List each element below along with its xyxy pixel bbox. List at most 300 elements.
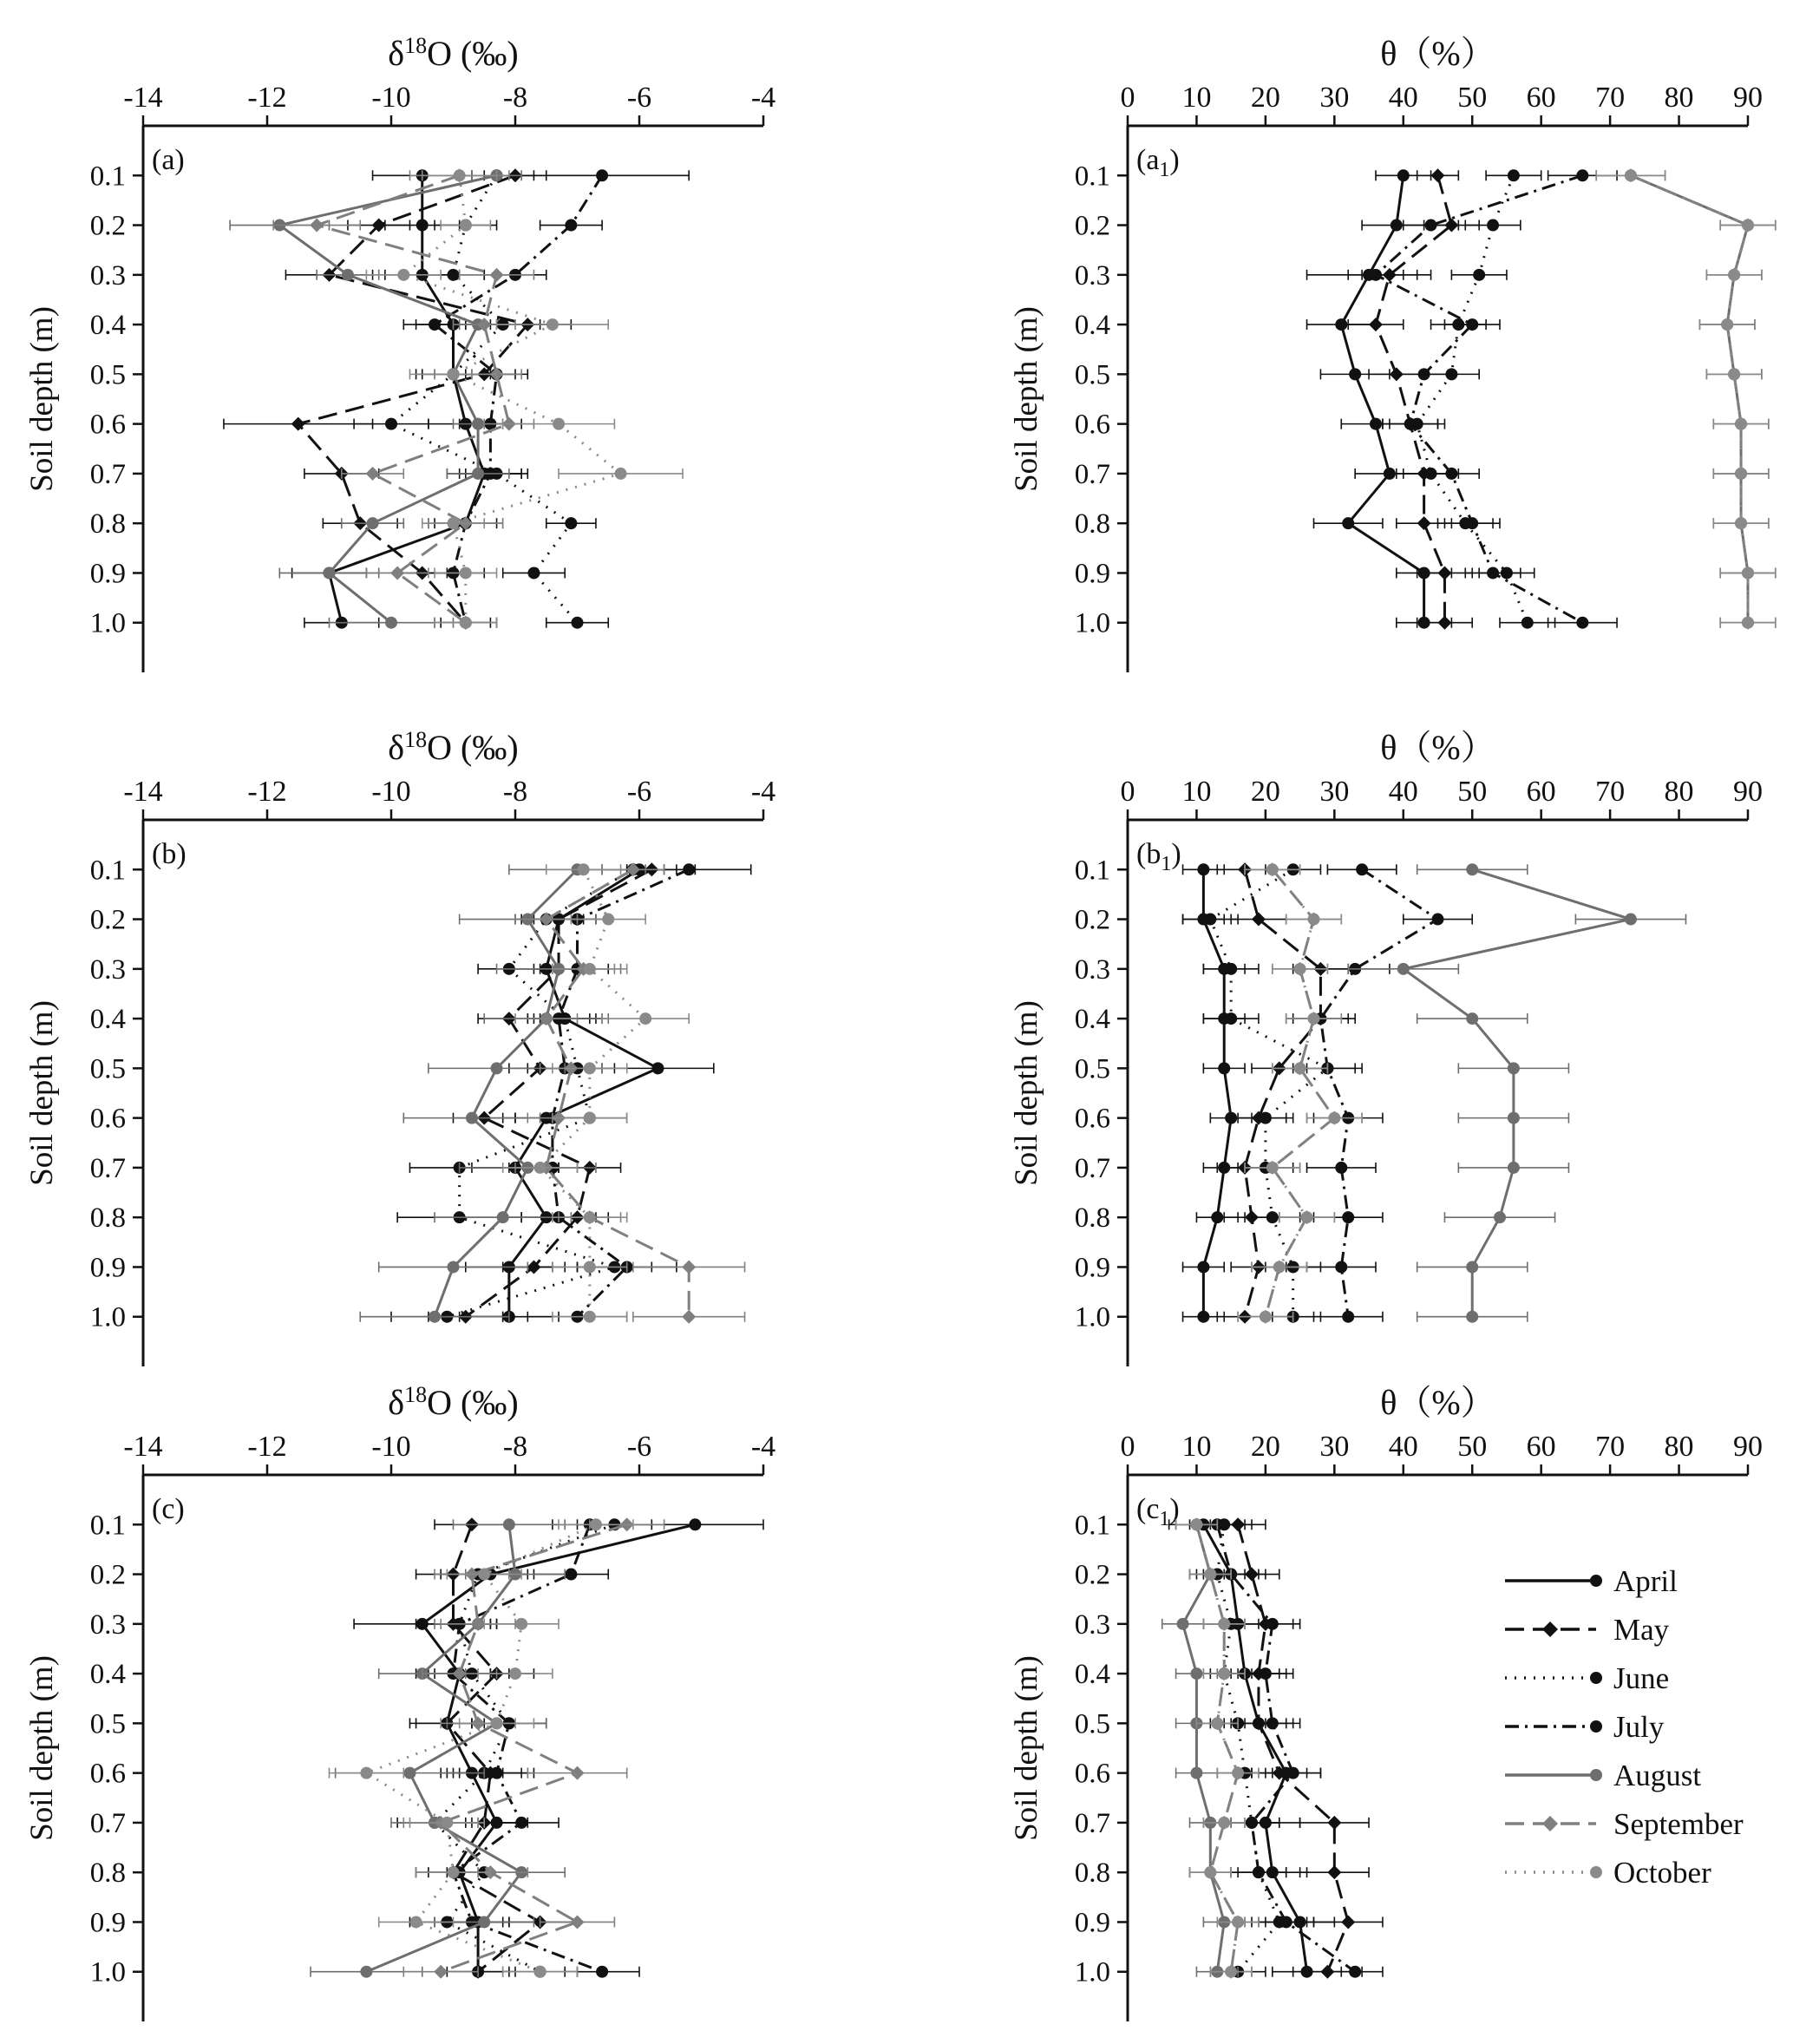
x-tick-label: -14 (123, 82, 163, 114)
data-point (403, 1767, 416, 1779)
data-point (1342, 1311, 1354, 1323)
series-line (366, 1524, 596, 1971)
series-july (1286, 863, 1473, 1322)
legend-label: May (1613, 1613, 1670, 1647)
y-tick-label: 0.3 (1074, 259, 1110, 292)
data-point (1742, 617, 1754, 629)
y-tick-label: 0.2 (1074, 904, 1110, 936)
y-tick-label: 0.3 (1074, 953, 1110, 986)
series-april (1183, 863, 1252, 1322)
y-tick-label: 0.8 (89, 508, 126, 540)
x-tick-label: 40 (1388, 82, 1418, 114)
data-point (448, 1866, 460, 1878)
legend-swatch-marker (1590, 1720, 1602, 1733)
data-point (1349, 368, 1361, 380)
data-point (1204, 1569, 1216, 1581)
data-point (454, 169, 466, 181)
x-tick-label: -12 (247, 776, 287, 808)
y-axis-title: Soil depth (m) (1009, 1000, 1044, 1186)
data-point (1384, 468, 1396, 480)
panel-label: (b) (152, 838, 186, 870)
data-point (1370, 418, 1382, 430)
series-may (1217, 862, 1348, 1323)
x-tick-label: 0 (1120, 1431, 1135, 1463)
data-point (565, 517, 577, 529)
data-point (1349, 1966, 1361, 1978)
data-point (478, 1569, 490, 1581)
x-tick-label: 50 (1457, 82, 1488, 114)
data-point (1218, 1062, 1230, 1074)
series-may (224, 168, 571, 629)
y-tick-label: 0.1 (1074, 855, 1110, 887)
data-point (1266, 1717, 1279, 1729)
x-tick-label: -8 (502, 82, 528, 114)
data-point (441, 1817, 453, 1829)
series-may (1210, 1517, 1383, 1978)
panel-b (24, 727, 775, 1366)
panel-label: $(c_1)$ (1136, 1493, 1180, 1530)
x-tick-label: 10 (1181, 1431, 1212, 1463)
data-point (385, 418, 397, 430)
data-point (1225, 1012, 1237, 1025)
x-tick-label: 70 (1595, 1431, 1626, 1463)
data-point (682, 1260, 696, 1274)
series-line (1217, 1524, 1355, 1971)
y-tick-label: 0.2 (1074, 1559, 1110, 1591)
data-point (448, 517, 460, 529)
data-point (1308, 914, 1320, 926)
data-point (497, 1211, 509, 1223)
panel-b1 (1009, 728, 1763, 1366)
data-point (360, 1966, 372, 1978)
data-point (1327, 1865, 1341, 1879)
data-point (1232, 1767, 1244, 1779)
x-tick-label: -12 (247, 82, 287, 114)
data-point (1225, 963, 1237, 975)
data-point (1341, 1915, 1355, 1929)
data-point (1335, 1261, 1347, 1273)
series-august (1348, 863, 1685, 1322)
data-point (1508, 169, 1520, 181)
data-point (448, 368, 460, 380)
y-tick-label: 0.5 (1074, 1708, 1110, 1740)
series-september (1596, 168, 1776, 629)
legend-item-august (1505, 1759, 1701, 1792)
data-point (689, 1518, 701, 1530)
data-point (1211, 1717, 1223, 1729)
legend-item-april (1505, 1564, 1678, 1598)
x-tick-label: 40 (1388, 1431, 1418, 1463)
x-tick-label: -12 (247, 1431, 287, 1463)
x-tick-label: 30 (1319, 776, 1350, 808)
data-point (584, 1311, 596, 1323)
y-tick-label: 0.6 (89, 409, 126, 441)
y-tick-label: 1.0 (1074, 1956, 1110, 1988)
series-july (1190, 1518, 1383, 1977)
y-tick-label: 0.9 (89, 1252, 126, 1284)
data-point (1721, 318, 1733, 331)
data-point (509, 1667, 521, 1680)
data-point (1728, 368, 1740, 380)
x-tick-label: 30 (1319, 1431, 1350, 1463)
series-april (460, 863, 714, 1322)
data-point (291, 417, 305, 431)
y-axis-title: Soil depth (m) (24, 306, 60, 492)
legend-swatch-marker (1542, 1816, 1558, 1831)
series-september (273, 168, 533, 629)
y-tick-label: 0.6 (1074, 1758, 1110, 1790)
legend-item-july (1505, 1710, 1665, 1744)
data-point (460, 567, 472, 579)
legend-item-june (1505, 1661, 1669, 1695)
y-tick-label: 0.8 (1074, 1857, 1110, 1890)
data-point (1742, 219, 1754, 232)
data-point (1328, 1112, 1340, 1124)
series-august (230, 169, 521, 628)
data-point (491, 1717, 503, 1729)
series-line (422, 1524, 696, 1971)
data-point (584, 963, 596, 975)
data-point (360, 1767, 372, 1779)
series-line (1266, 869, 1334, 1316)
x-tick-label: -8 (502, 1431, 528, 1463)
x-axis-title: $\delta^{18}O$ (‰) (388, 1382, 519, 1422)
series-october (1176, 1518, 1259, 1977)
data-point (1335, 1162, 1347, 1174)
y-tick-label: 1.0 (1074, 1301, 1110, 1333)
data-point (1487, 567, 1499, 579)
data-point (1466, 318, 1478, 331)
y-tick-label: 0.3 (1074, 1608, 1110, 1641)
data-point (515, 1618, 527, 1630)
series-line (540, 869, 646, 1316)
data-point (448, 269, 460, 281)
data-point (572, 617, 584, 629)
y-tick-label: 0.1 (1074, 161, 1110, 193)
x-tick-label: 20 (1250, 1431, 1280, 1463)
data-point (397, 269, 409, 281)
x-tick-label: -4 (750, 1431, 776, 1463)
data-point (1437, 616, 1451, 630)
data-point (429, 318, 441, 331)
data-point (1466, 517, 1478, 529)
series-june (391, 863, 664, 1322)
data-point (1204, 914, 1216, 926)
series-line (1631, 175, 1748, 622)
data-point (584, 1112, 596, 1124)
series-line (1631, 175, 1748, 622)
data-point (1356, 863, 1368, 875)
data-point (1391, 219, 1403, 232)
data-point (1266, 1618, 1279, 1630)
data-point (1466, 1012, 1478, 1025)
data-point (1294, 1062, 1306, 1074)
data-point (1260, 1112, 1272, 1124)
series-may (1348, 168, 1479, 629)
data-point (410, 1916, 422, 1928)
x-axis-title: θ（%） (1380, 1383, 1495, 1422)
data-point (1397, 963, 1410, 975)
y-tick-label: 0.9 (1074, 1252, 1110, 1284)
x-tick-label: -10 (371, 1431, 411, 1463)
series-june (1390, 169, 1555, 628)
data-point (683, 863, 695, 875)
series-line (435, 869, 577, 1316)
x-tick-label: 80 (1664, 82, 1694, 114)
data-point (1273, 1261, 1286, 1273)
y-tick-label: 0.8 (89, 1202, 126, 1235)
y-tick-label: 0.6 (89, 1103, 126, 1135)
series-september (403, 1517, 664, 1978)
series-line (1238, 1524, 1348, 1971)
x-tick-label: 80 (1664, 776, 1694, 808)
x-tick-label: 50 (1457, 1431, 1488, 1463)
data-point (1735, 418, 1747, 430)
y-tick-label: 0.1 (89, 161, 126, 193)
data-point (546, 318, 559, 331)
data-point (682, 1310, 696, 1324)
legend-swatch-marker (1590, 1866, 1602, 1878)
data-point (1735, 517, 1747, 529)
y-tick-label: 0.7 (89, 1152, 126, 1184)
x-tick-label: 60 (1526, 1431, 1556, 1463)
x-tick-label: 40 (1388, 776, 1418, 808)
data-point (1260, 1311, 1272, 1323)
series-line (1183, 1524, 1225, 1971)
y-tick-label: 0.9 (89, 558, 126, 590)
x-axis-title: θ（%） (1380, 34, 1495, 73)
series-line (553, 869, 689, 1316)
data-point (1342, 517, 1354, 529)
data-point (1246, 1817, 1258, 1829)
x-tick-label: -6 (626, 1431, 652, 1463)
data-point (1418, 368, 1430, 380)
y-tick-label: 0.7 (89, 1807, 126, 1839)
legend-swatch-marker (1590, 1769, 1602, 1781)
data-point (515, 1817, 527, 1829)
data-point (429, 1311, 441, 1323)
data-point (1232, 1916, 1244, 1928)
data-point (1508, 1162, 1520, 1174)
data-point (1494, 1211, 1506, 1223)
y-tick-label: 0.8 (89, 1857, 126, 1890)
data-point (472, 418, 484, 430)
y-axis-title: Soil depth (m) (24, 1655, 60, 1841)
panel-a1 (1009, 34, 1776, 672)
data-point (571, 1915, 585, 1929)
panel-label: (a) (152, 144, 185, 176)
panel-a (24, 33, 775, 672)
x-tick-label: -6 (626, 82, 652, 114)
legend-item-september (1505, 1807, 1744, 1841)
data-point (1197, 1311, 1209, 1323)
data-point (553, 418, 565, 430)
data-point (385, 617, 397, 629)
y-tick-label: 1.0 (89, 1956, 126, 1988)
data-point (491, 1062, 503, 1074)
data-point (466, 1112, 478, 1124)
data-point (342, 269, 354, 281)
legend-item-october (1505, 1856, 1711, 1890)
data-point (1521, 617, 1534, 629)
y-tick-label: 0.4 (1074, 1659, 1110, 1691)
data-point (534, 1966, 546, 1978)
data-point (478, 1916, 490, 1928)
data-point (1218, 1618, 1230, 1630)
data-point (1260, 1667, 1272, 1680)
data-point (1445, 468, 1457, 480)
y-tick-label: 0.3 (89, 1608, 126, 1641)
data-point (578, 863, 590, 875)
x-tick-label: 60 (1526, 82, 1556, 114)
series-line (1245, 869, 1320, 1316)
data-point (584, 1062, 596, 1074)
x-tick-label: 20 (1250, 82, 1280, 114)
panel-c (24, 1382, 775, 2021)
data-point (1625, 169, 1637, 181)
y-tick-label: 0.8 (1074, 1202, 1110, 1235)
legend-label: October (1613, 1856, 1711, 1890)
panel-label: $(b_1)$ (1136, 838, 1181, 875)
data-point (651, 1062, 664, 1074)
data-point (367, 517, 379, 529)
y-axis-title: Soil depth (m) (24, 1000, 60, 1186)
legend-label: July (1613, 1710, 1665, 1744)
panel-c1 (1009, 1383, 1763, 2021)
y-tick-label: 0.5 (1074, 1053, 1110, 1085)
series-line (509, 869, 658, 1316)
data-point (584, 1261, 596, 1273)
data-point (1625, 914, 1637, 926)
data-point (1287, 1767, 1299, 1779)
data-point (1473, 269, 1485, 281)
data-point (1218, 1817, 1230, 1829)
data-point (366, 467, 380, 481)
data-point (1211, 1211, 1223, 1223)
series-line (1196, 1524, 1238, 1971)
y-tick-label: 0.7 (1074, 1807, 1110, 1839)
x-tick-label: -8 (502, 776, 528, 808)
data-point (1204, 1866, 1216, 1878)
data-point (1266, 1211, 1279, 1223)
x-axis-title: $\delta^{18}O$ (‰) (388, 727, 519, 767)
y-tick-label: 0.1 (89, 1510, 126, 1542)
data-point (1437, 566, 1451, 580)
x-tick-label: -6 (626, 776, 652, 808)
data-point (1342, 1211, 1354, 1223)
x-tick-label: 10 (1181, 776, 1212, 808)
x-tick-label: 0 (1120, 82, 1135, 114)
y-tick-label: 0.6 (1074, 409, 1110, 441)
data-point (1576, 617, 1588, 629)
series-september (1176, 1517, 1259, 1978)
y-tick-label: 0.8 (1074, 508, 1110, 540)
data-point (1425, 219, 1437, 232)
y-tick-label: 0.4 (1074, 1004, 1110, 1036)
data-point (1280, 1916, 1292, 1928)
x-axis-title: $\delta^{18}O$ (‰) (388, 33, 519, 73)
y-tick-label: 0.4 (1074, 310, 1110, 342)
y-tick-label: 0.1 (1074, 1510, 1110, 1542)
x-tick-label: 80 (1664, 1431, 1694, 1463)
y-tick-label: 0.5 (89, 1053, 126, 1085)
data-point (1431, 168, 1445, 182)
x-tick-label: 70 (1595, 82, 1626, 114)
data-point (1218, 1667, 1230, 1680)
y-tick-label: 0.3 (89, 953, 126, 986)
data-point (1735, 468, 1747, 480)
series-july (403, 169, 689, 628)
data-point (490, 268, 504, 282)
data-point (1190, 1667, 1202, 1680)
y-tick-label: 0.1 (89, 855, 126, 887)
y-tick-label: 0.7 (89, 458, 126, 490)
data-point (1253, 1866, 1265, 1878)
series-june (1190, 1518, 1307, 1977)
y-tick-label: 1.0 (1074, 607, 1110, 639)
series-line (1404, 869, 1631, 1316)
x-tick-label: 50 (1457, 776, 1488, 808)
data-point (1308, 1012, 1320, 1025)
series-line (435, 1524, 614, 1971)
series-line (1320, 869, 1437, 1316)
y-tick-label: 0.9 (89, 1907, 126, 1939)
series-line (546, 869, 689, 1316)
y-tick-label: 0.4 (89, 1659, 126, 1691)
panel-label: (c) (152, 1493, 185, 1525)
data-point (1728, 269, 1740, 281)
y-tick-label: 0.5 (89, 359, 126, 391)
x-tick-label: 90 (1733, 82, 1763, 114)
legend-label: August (1613, 1759, 1702, 1792)
data-point (1466, 863, 1478, 875)
legend-label: April (1613, 1564, 1678, 1598)
data-point (1417, 516, 1431, 530)
data-point (565, 219, 577, 232)
data-point (434, 1965, 448, 1979)
data-point (1190, 1518, 1202, 1530)
data-point (639, 1012, 651, 1025)
series-line (1266, 869, 1334, 1316)
data-point (1466, 1311, 1478, 1323)
x-tick-label: 70 (1595, 776, 1626, 808)
series-june (397, 1518, 651, 1977)
series-line (298, 175, 528, 622)
data-point (1177, 1618, 1189, 1630)
data-point (1508, 1112, 1520, 1124)
data-point (596, 169, 608, 181)
series-october (330, 1518, 633, 1977)
data-point (1370, 269, 1382, 281)
series-line (1196, 1524, 1238, 1971)
y-tick-label: 0.4 (89, 1004, 126, 1036)
x-tick-label: -4 (750, 776, 776, 808)
data-point (1466, 1261, 1478, 1273)
data-point (460, 219, 472, 232)
data-point (1225, 1966, 1237, 1978)
y-tick-label: 0.4 (89, 310, 126, 342)
series-line (1417, 175, 1528, 622)
data-point (491, 1767, 503, 1779)
data-point (1369, 318, 1383, 331)
data-point (565, 1569, 577, 1581)
series-line (1376, 175, 1582, 622)
y-tick-label: 0.5 (1074, 359, 1110, 391)
x-tick-label: 60 (1526, 776, 1556, 808)
x-tick-label: 0 (1120, 776, 1135, 808)
data-point (596, 1966, 608, 1978)
data-point (1432, 914, 1444, 926)
